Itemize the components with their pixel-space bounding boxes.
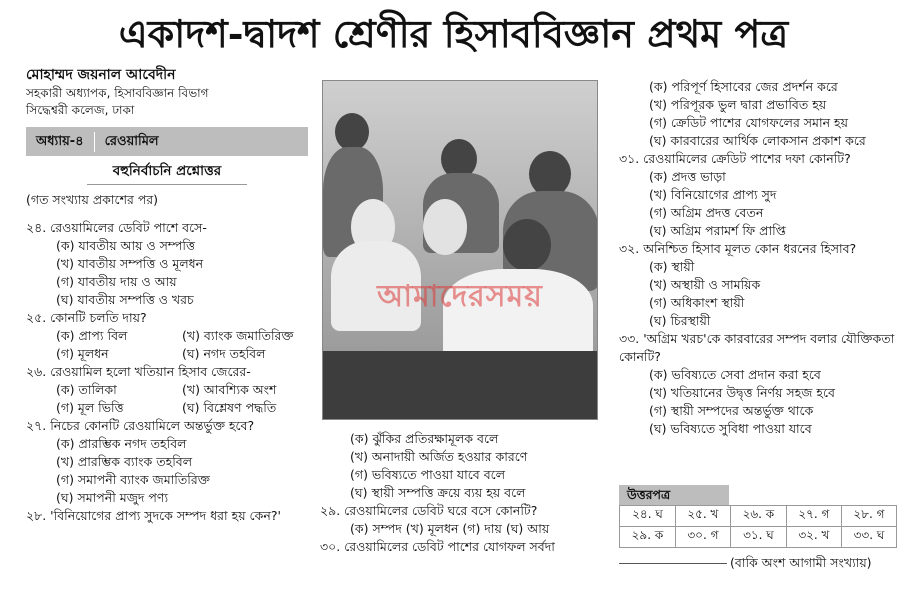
question-item (320, 538, 602, 556)
left-column (26, 66, 308, 525)
middle-questions (320, 502, 602, 556)
answer-cell: ২৭. গ (786, 506, 841, 527)
section-rule (87, 184, 247, 185)
answer-option-grid (26, 327, 308, 363)
answer-cell: ২৯. ক (620, 527, 676, 548)
section-heading: বহুনির্বাচনি প্রশ্নোত্তর (112, 163, 222, 179)
answer-option: (ক) ঝুঁকির প্রতিরক্ষামূলক বলে (350, 431, 499, 446)
answer-option: (ক) পরিপূর্ণ হিসাবের জের প্রদর্শন করে (649, 79, 838, 94)
photo-figure (423, 199, 467, 255)
question-text: ৩১. রেওয়ামিলের ক্রেডিট পাশের দফা কোনটি? (619, 151, 851, 166)
answer-option: (ক) প্রাপ্য বিল (56, 328, 128, 343)
watermark-logo: আমাদেরসময় (377, 279, 543, 314)
question-text: ২৭. নিচের কোনটি রেওয়ামিলে অন্তর্ভুক্ত হবে? (26, 418, 255, 433)
question-text: ২৮. 'বিনিয়োগের প্রাপ্য সুদকে সম্পদ ধরা হয় কেন?' (26, 508, 281, 523)
answer-option: (ক) প্রদত্ত ভাড়া (649, 169, 726, 184)
photo-figure (503, 219, 551, 271)
question-item (320, 502, 602, 538)
answer-key-title: উত্তরপত্র (619, 485, 729, 505)
answer-option: (ঘ) নগদ তহবিল (182, 346, 266, 361)
answer-option: (খ) যাবতীয় সম্পত্তি ও মূলধন (56, 256, 204, 271)
answer-option: (গ) স্থায়ী সম্পদের অন্তর্ভুক্ত থাকে (649, 403, 814, 418)
answer-option: (ঘ) কারবারের আর্থিক লোকসান প্রকাশ করে (649, 133, 866, 148)
answer-option: (গ) ক্রেডিট পাশের যোগফলের সমান হয় (649, 115, 848, 130)
exam-hall-photo (322, 80, 598, 420)
answer-option: (গ) ভবিষ্যতে পাওয়া যাবে বলে (350, 467, 506, 482)
question-text: ২৯. রেওয়ামিলের ডেবিট ঘরে বসে কোনটি? (320, 503, 538, 518)
answer-cell: ৩১. ঘ (730, 527, 786, 548)
answer-cell: ৩৩. ঘ (841, 527, 896, 548)
question-item (26, 309, 308, 363)
photo-desk (323, 351, 598, 420)
answer-option: (ক) যাবতীয় আয় ও সম্পত্তি (56, 238, 195, 253)
answer-cell: ২৮. গ (841, 506, 896, 527)
chapter-name: রেওয়ামিল (104, 133, 159, 149)
right-column (619, 78, 901, 438)
right-questions (619, 150, 901, 438)
answer-option: (ঘ) স্থায়ী সম্পত্তি ক্রয়ে ব্যয় হয় বলে (350, 485, 526, 500)
right-top-options (619, 78, 901, 150)
question-item (26, 219, 308, 309)
answer-option: (খ) বিনিয়োগের প্রাপ্য সুদ (649, 187, 777, 202)
author-institution: সিদ্ধেশ্বরী কলেজ, ঢাকা (26, 103, 135, 117)
answer-table (619, 505, 897, 548)
author-designation: সহকারী অধ্যাপক, হিসাববিজ্ঞান বিভাগ (26, 86, 209, 100)
question-text: ২৪. রেওয়ামিলের ডেবিট পাশে বসে- (26, 220, 207, 235)
photo-figure (335, 113, 369, 151)
answer-option: (খ) প্রারম্ভিক ব্যাংক তহবিল (56, 454, 193, 469)
answer-option: (গ) সমাপনী ব্যাংক জমাতিরিক্ত (56, 472, 210, 487)
previous-note: (গত সংখ্যায় প্রকাশের পর) (26, 192, 159, 207)
answer-option: (খ) পরিপূরক ভুল দ্বারা প্রভাবিত হয় (649, 97, 827, 112)
answer-cell: ৩২. খ (786, 527, 841, 548)
answer-cell: ২৪. ঘ (620, 506, 676, 527)
question-item (619, 330, 901, 438)
answer-option: (খ) অনাদায়ী অর্জিত হওয়ার কারণে (350, 449, 528, 464)
question-item (619, 150, 901, 240)
answer-option: (খ) ব্যাংক জমাতিরিক্ত (182, 328, 294, 343)
answer-option: (গ) যাবতীয় দায় ও আয় (56, 274, 177, 289)
answer-cell: ২৫. খ (675, 506, 730, 527)
footer-rule (619, 563, 727, 564)
question-text: ২৫. কোনটি চলতি দায়? (26, 310, 147, 325)
chapter-number: অধ্যায়-৪ (36, 133, 84, 149)
answer-cell: ৩০. গ (675, 527, 730, 548)
page-title: একাদশ-দ্বাদশ শ্রেণীর হিসাববিজ্ঞান প্রথম পত্র (118, 11, 789, 56)
answer-option: (খ) খতিয়ানের উদ্বৃত্ত নির্ণয় সহজ হবে (649, 385, 835, 400)
answer-option: (ঘ) অগ্রিম পরামর্শ ফি প্রাপ্তি (649, 223, 786, 238)
question-text: ৩০. রেওয়ামিলের ডেবিট পাশের যোগফল সর্বদা (320, 539, 555, 554)
middle-options (320, 430, 602, 502)
answer-option: (ক) প্রারম্ভিক নগদ তহবিল (56, 436, 187, 451)
question-item (26, 417, 308, 507)
answer-option: (ঘ) চিরস্থায়ী (649, 313, 711, 328)
author-name: মোহাম্মদ জয়নাল আবেদীন (26, 67, 176, 83)
answer-option: (ক) তালিকা (56, 382, 117, 397)
answer-row (620, 506, 897, 527)
question-text: ৩৩. 'অগ্রিম খরচ'কে কারবারের সম্পদ বলার যৌক্তিকতা কোনটি? (619, 331, 895, 364)
middle-column (320, 430, 602, 556)
answer-option: (গ) অধিকাংশ স্থায়ী (649, 295, 745, 310)
answer-option: (গ) অগ্রিম প্রদত্ত বেতন (649, 205, 764, 220)
answer-option: (ঘ) সমাপনী মজুদ পণ্য (56, 490, 169, 505)
answer-row (620, 527, 897, 548)
answer-key (619, 485, 897, 548)
continued-note: (বাকি অংশ আগামী সংখ্যায়) (730, 555, 872, 570)
answer-option-line: (ক) সম্পদ (খ) মূলধন (গ) দায় (ঘ) আয় (350, 521, 550, 536)
answer-option: (ক) ভবিষ্যতে সেবা প্রদান করা হবে (649, 367, 821, 382)
left-questions (26, 219, 308, 525)
question-item (619, 240, 901, 330)
answer-option: (ঘ) ভবিষ্যতে সুবিধা পাওয়া যাবে (649, 421, 812, 436)
question-item (26, 363, 308, 417)
answer-option: (গ) মূল ভিত্তি (56, 400, 124, 415)
question-item (26, 507, 308, 525)
answer-option: (খ) অস্থায়ী ও সাময়িক (649, 277, 761, 292)
answer-cell: ২৬. ক (730, 506, 786, 527)
chapter-bar (26, 127, 308, 156)
answer-option-grid (26, 381, 308, 417)
answer-option: (খ) আবশ্যিক অংশ (182, 382, 277, 397)
answer-option: (ঘ) যাবতীয় সম্পত্তি ও খরচ (56, 292, 194, 307)
answer-option: (ঘ) বিশ্লেষণ পদ্ধতি (182, 400, 277, 415)
question-text: ৩২. অনিশ্চিত হিসাব মূলত কোন ধরনের হিসাব? (619, 241, 857, 256)
answer-option: (ক) স্থায়ী (649, 259, 695, 274)
question-text: ২৬. রেওয়ামিল হলো খতিয়ান হিসাব জেরের- (26, 364, 251, 379)
answer-option: (গ) মূলধন (56, 346, 109, 361)
